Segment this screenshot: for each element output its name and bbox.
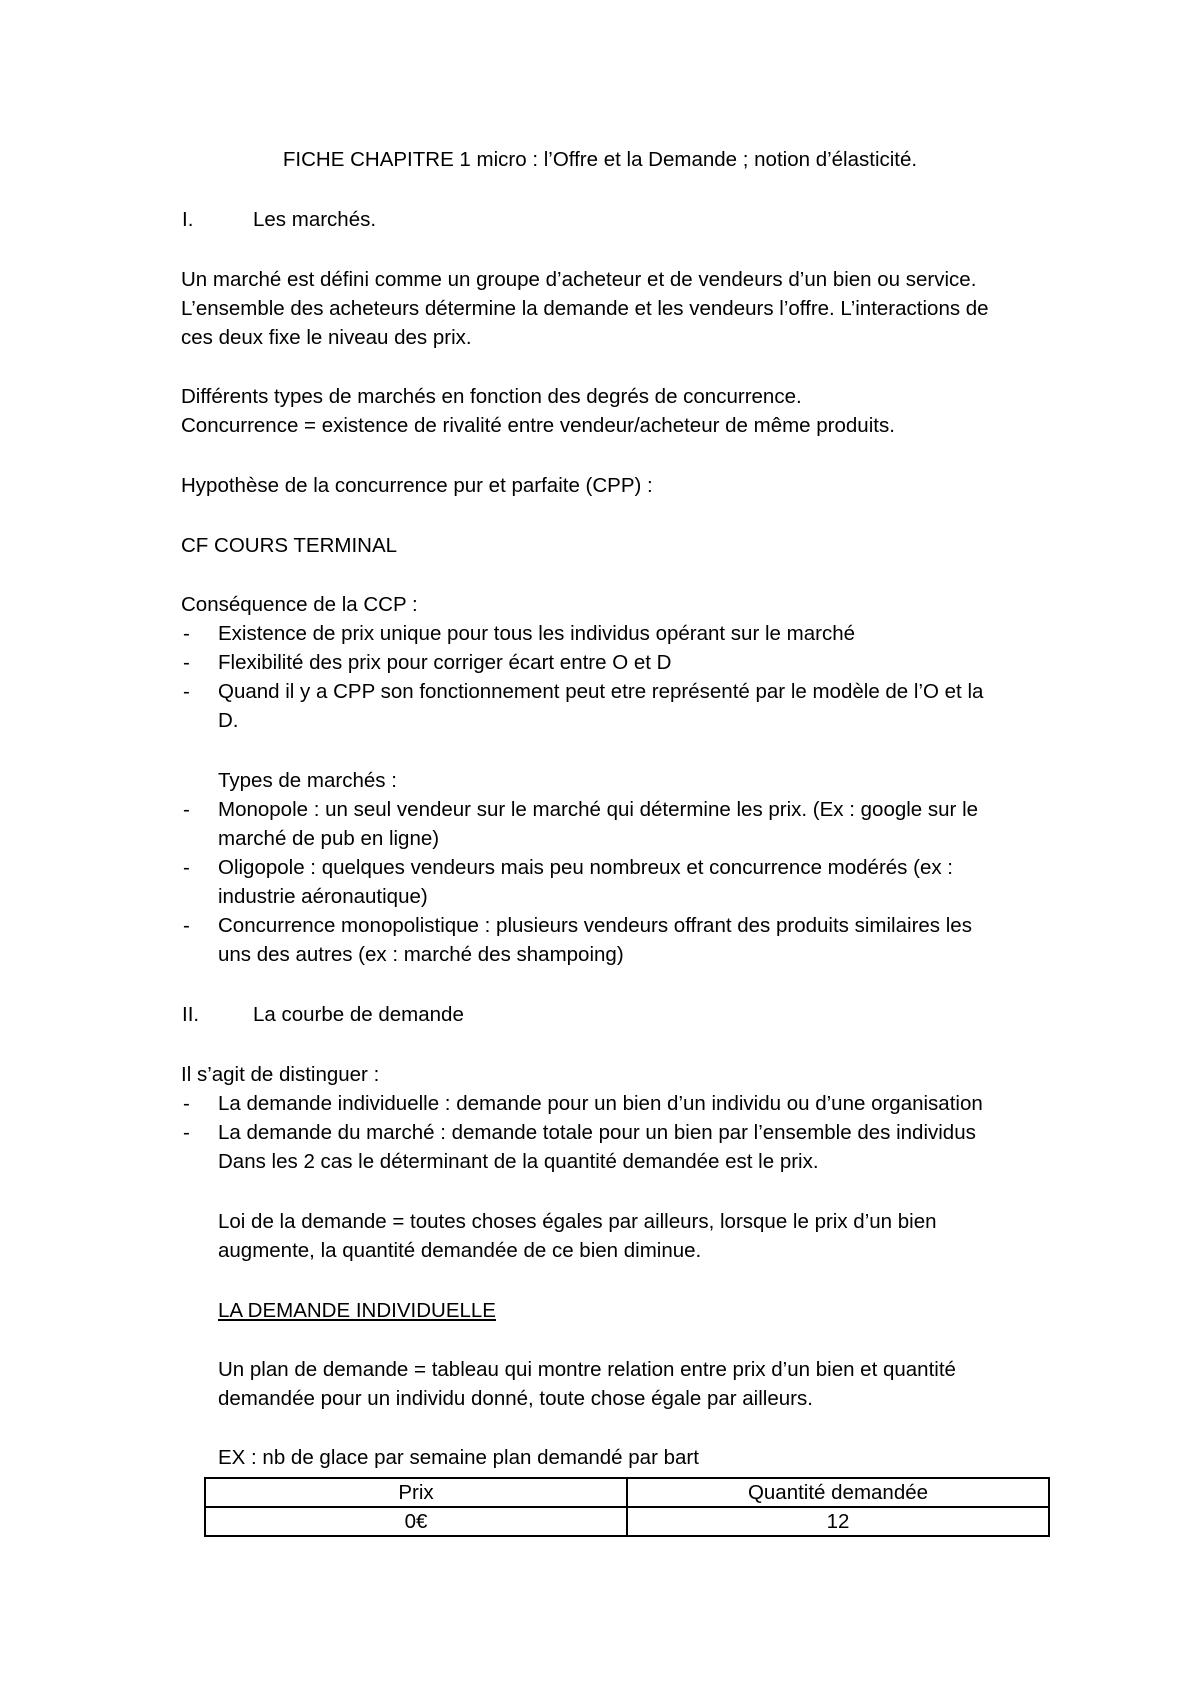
paragraph-line: Concurrence = existence de rivalité entre vendeur/acheteur de même produits. [181,414,895,437]
paragraph-line: L’ensemble des acheteurs détermine la demande et les vendeurs l’offre. L’interactions de [181,297,989,320]
list-item-text: Quand il y a CPP son fonctionnement peut etre représenté par le modèle de l’O et la [218,680,984,703]
bullet-dash: - [183,798,190,821]
list-item-text: Concurrence monopolistique : plusieurs vendeurs offrant des produits similaires les [218,914,972,937]
section-2-title: La courbe de demande [253,1003,464,1026]
list-item-text: Existence de prix unique pour tous les individus opérant sur le marché [218,622,855,645]
section-1-title: Les marchés. [253,208,377,231]
bullet-dash: - [183,1121,190,1144]
list-item-continuation: D. [218,709,239,732]
distinguish-line: Il s’agit de distinguer : [181,1063,380,1086]
list-item-continuation: Dans les 2 cas le déterminant de la quantité demandée est le prix. [218,1150,819,1173]
hypothesis-line: Hypothèse de la concurrence pur et parfaite (CPP) : [181,474,653,497]
cf-cours-line: CF COURS TERMINAL [181,534,398,557]
list-item-continuation: marché de pub en ligne) [218,827,440,850]
table-row [205,1507,1049,1536]
table-header-prix: Prix [205,1478,627,1507]
bullet-dash: - [183,680,190,703]
list-item-continuation: industrie aéronautique) [218,885,428,908]
section-1-number: I. [182,208,194,231]
list-item-text: Oligopole : quelques vendeurs mais peu nombreux et concurrence modérés (ex : [218,856,953,879]
bullet-dash: - [183,914,190,937]
bullet-dash: - [183,651,190,674]
document-title: FICHE CHAPITRE 1 micro : l’Offre et la Demande ; notion d’élasticité. [282,148,918,171]
list-item-text: La demande individuelle : demande pour un bien d’un individu ou d’une organisation [218,1092,983,1115]
table-header-row [205,1478,1049,1507]
table-cell-quantite: 12 [627,1507,1049,1536]
paragraph-line: Un marché est défini comme un groupe d’acheteur et de vendeurs d’un bien ou service. [181,268,977,291]
bullet-dash: - [183,856,190,879]
plan-line: demandée pour un individu donné, toute chose égale par ailleurs. [218,1387,813,1410]
subheading-individual-demand: LA DEMANDE INDIVIDUELLE [218,1299,496,1322]
table-header-quantite: Quantité demandée [627,1478,1049,1507]
plan-line: Un plan de demande = tableau qui montre relation entre prix d’un bien et quantité [218,1358,956,1381]
example-line: EX : nb de glace par semaine plan demandé par bart [218,1446,699,1469]
list-item-text: Monopole : un seul vendeur sur le marché qui détermine les prix. (Ex : google sur le [218,798,979,821]
list-item-continuation: uns des autres (ex : marché des shampoing) [218,943,624,966]
types-heading: Types de marchés : [218,769,397,792]
list-item-text: Flexibilité des prix pour corriger écart entre O et D [218,651,672,674]
paragraph-line: ces deux fixe le niveau des prix. [181,326,472,349]
list-item-text: La demande du marché : demande totale pour un bien par l’ensemble des individus [218,1121,976,1144]
consequence-heading: Conséquence de la CCP : [181,593,418,616]
table-cell-prix: 0€ [205,1507,627,1536]
paragraph-line: Différents types de marchés en fonction des degrés de concurrence. [181,385,802,408]
section-2-number: II. [182,1003,200,1026]
demand-table [204,1477,1050,1537]
bullet-dash: - [183,622,190,645]
law-line: Loi de la demande = toutes choses égales par ailleurs, lorsque le prix d’un bien [218,1210,937,1233]
law-line: augmente, la quantité demandée de ce bien diminue. [218,1239,702,1262]
bullet-dash: - [183,1092,190,1115]
